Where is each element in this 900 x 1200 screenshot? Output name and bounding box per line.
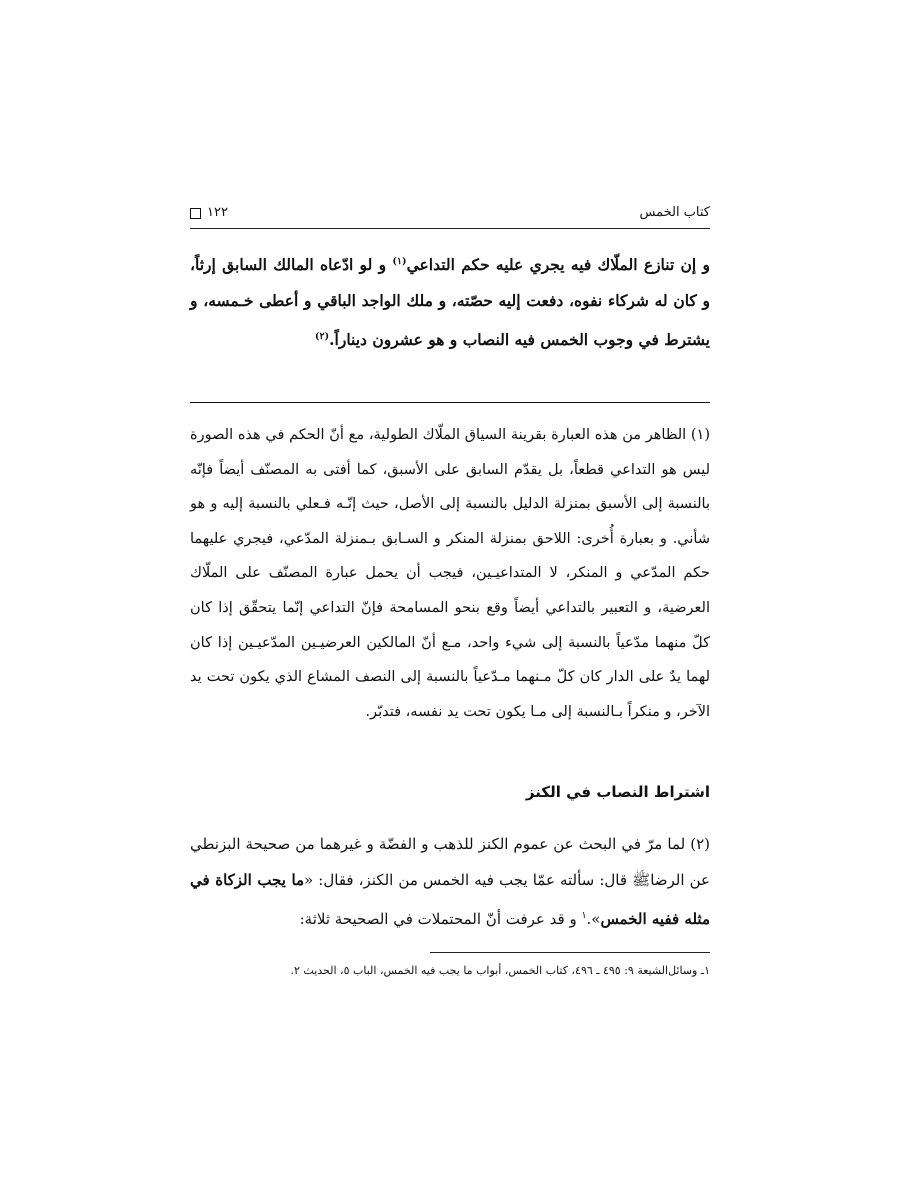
page-number-text: ١٢٢ [207, 205, 228, 220]
footnote-ref-1: (١) [392, 256, 407, 267]
running-title: كتاب الخمس [639, 205, 710, 220]
note-2-part1: (٢) لما مرّ في البحث عن عموم الكنز للذهب و الفضّة و غيرهما من صحيحة البزنطي عن الرضاﷺ قال: سألته عمّا يجب فيه الخمس من الكنز، فقال: « [190, 835, 710, 889]
footnote: ١ـ وسائل‌الشيعة ٩: ٤٩٥ ـ ٤٩٦، كتاب الخمس، أبواب ما يجب فيه الخمس، الباب ٥، الحديث ٢. [290, 964, 710, 977]
footnote-ref-2: (٢) [314, 331, 330, 343]
main-text [190, 244, 710, 358]
main-text-part1: و إن تنازع الملّاك فيه يجري عليه حكم التداعي [406, 255, 710, 275]
commentary-separator [190, 402, 710, 403]
commentary-note-1-text: (١) الظاهر من هذه العبارة بقرينة السياق الملّاك الطولية، مع أنّ الحكم في هذه الصورة ليس هو التداعي قطعاً، بل يقدّم السابق على الأسبق، كما أفتى به المصنّف أيضاً فإنّه بالنسبة إلى الأسبق بمنزلة الدليل بالنسبة إلى الأصل، حيث إنّـه فـعلي بالنسبة إليه و هو شأني. و بعبارة أُخرى: اللاحق بمنزلة المنكر و السـابق بـمنزلة المدّعي، فيجري عليهما حكم المدّعي و المنكر، لا المتداعيـين، فيجب أن يحمل عبارة المصنّف على الملّاك العرضية، و التعبير بالتداعي أيضاً وقع بنحو المسامحة فإنّ التداعي إنّما يتحقّق إذا كان كلّ منهما مدّعياً بالنسبة إلى شيء واحد، مـع أنّ المالكين العرضيـين المدّعيـين إذا كان لهما يدٌ على الدار كان كلّ مـنهما مـدّعياً بالنسبة إلى النصف المشاع الذي يكون تحت يد الآخر، و منكراً بـالنسبة إلى مـا يكون تحت يد نفسه، فتدبّر. [190, 427, 710, 720]
commentary-note-2 [190, 826, 710, 937]
section-heading: اشتراط النصاب في الكنز [525, 783, 710, 801]
note-2-quote: ما يجب الزكاة في مثله ففيه الخمس [190, 871, 710, 928]
page-number [190, 202, 228, 224]
note-2-part2: ». [586, 910, 601, 928]
square-icon [190, 208, 201, 219]
commentary-note-1 [190, 418, 710, 729]
header-rule [190, 228, 710, 229]
main-text-part2: و لو ادّعاه المالك السابق إرثاً، و كان له شركاء نفوه، دفعت إليه حصّته، و ملك الواجد الباقي و أعطى خـمسه، و يشترط في وجوب الخمس فيه النصاب و هو عشرون ديناراً. [190, 255, 710, 350]
footnote-ref-3: ١ [581, 910, 587, 921]
note-2-part3: و قد عرفت أنّ المحتملات في الصحيحة ثلاثة: [299, 910, 582, 928]
footnote-rule [430, 952, 710, 953]
page-header [190, 202, 710, 228]
